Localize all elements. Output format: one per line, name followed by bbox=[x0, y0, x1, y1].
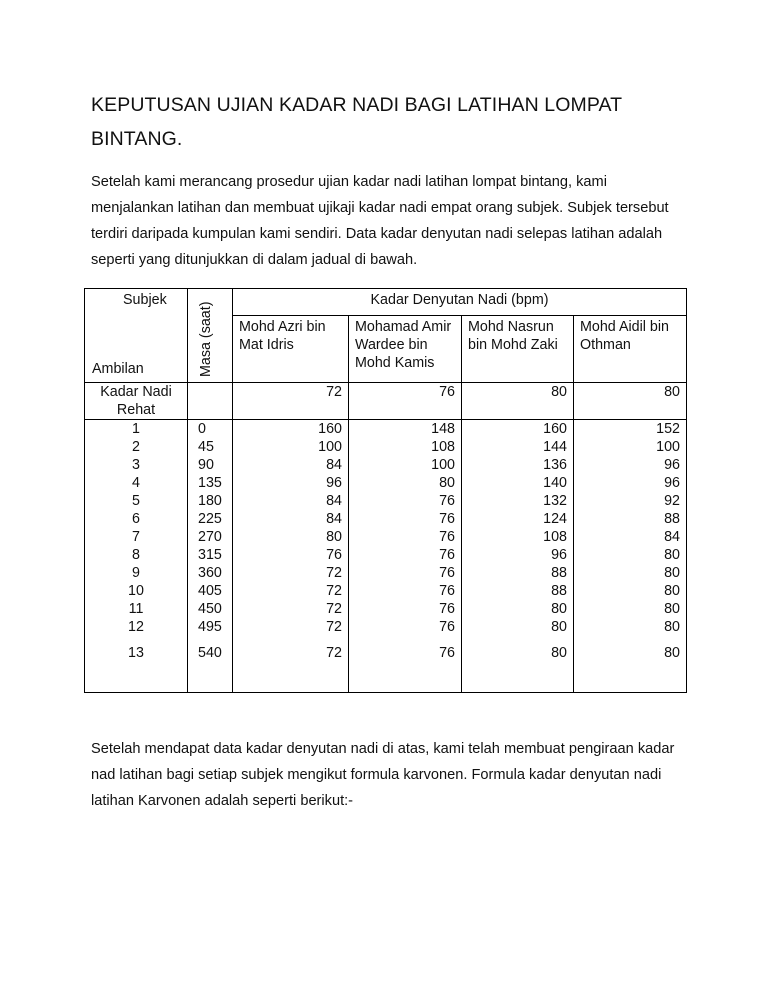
masa-cell: 540 bbox=[188, 636, 233, 693]
masa-cell: 405 bbox=[188, 582, 233, 600]
ambilan-cell: 10 bbox=[85, 582, 188, 600]
pulse-value: 80 bbox=[462, 636, 574, 693]
pulse-value: 84 bbox=[233, 456, 349, 474]
ambilan-cell: 1 bbox=[85, 420, 188, 439]
pulse-value: 100 bbox=[349, 456, 462, 474]
table-row bbox=[85, 618, 687, 636]
pulse-value: 84 bbox=[233, 492, 349, 510]
pulse-value: 148 bbox=[349, 420, 462, 439]
pulse-value: 96 bbox=[233, 474, 349, 492]
masa-cell: 315 bbox=[188, 546, 233, 564]
pulse-value: 84 bbox=[574, 528, 687, 546]
rest-value: 80 bbox=[462, 383, 574, 420]
pulse-value: 92 bbox=[574, 492, 687, 510]
masa-cell: 225 bbox=[188, 510, 233, 528]
pulse-value: 76 bbox=[349, 600, 462, 618]
rest-masa bbox=[188, 383, 233, 420]
pulse-value: 88 bbox=[462, 582, 574, 600]
page-title: KEPUTUSAN UJIAN KADAR NADI BAGI LATIHAN LOMPAT BINTANG. bbox=[91, 94, 622, 150]
subject-name: Mohamad Amir Wardee bin Mohd Kamis bbox=[349, 316, 462, 383]
ambilan-cell: 2 bbox=[85, 438, 188, 456]
pulse-value: 88 bbox=[462, 564, 574, 582]
pulse-value: 72 bbox=[233, 582, 349, 600]
ambilan-cell: 4 bbox=[85, 474, 188, 492]
pulse-value: 80 bbox=[462, 618, 574, 636]
masa-cell: 180 bbox=[188, 492, 233, 510]
pulse-value: 108 bbox=[462, 528, 574, 546]
rest-value: 76 bbox=[349, 383, 462, 420]
masa-cell: 45 bbox=[188, 438, 233, 456]
pulse-value: 136 bbox=[462, 456, 574, 474]
pulse-value: 100 bbox=[233, 438, 349, 456]
pulse-value: 76 bbox=[349, 564, 462, 582]
pulse-value: 80 bbox=[233, 528, 349, 546]
masa-header bbox=[188, 289, 233, 383]
ambilan-cell: 6 bbox=[85, 510, 188, 528]
ambilan-cell: 5 bbox=[85, 492, 188, 510]
conclusion-paragraph: Setelah mendapat data kadar denyutan nadi di atas, kami telah membuat pengiraan kadar nad latihan bagi setiap subjek mengikut formula karvonen. Formula kadar denyutan nadi latihan Karvonen adalah seperti berikut:- bbox=[91, 741, 675, 809]
table-row bbox=[85, 600, 687, 618]
pulse-value: 80 bbox=[349, 474, 462, 492]
table-row bbox=[85, 510, 687, 528]
ambilan-cell: 13 bbox=[85, 636, 188, 693]
masa-cell: 0 bbox=[188, 420, 233, 439]
pulse-value: 76 bbox=[233, 546, 349, 564]
subject-name: Mohd Nasrun bin Mohd Zaki bbox=[462, 316, 574, 383]
masa-cell: 135 bbox=[188, 474, 233, 492]
pulse-value: 76 bbox=[349, 636, 462, 693]
pulse-value: 160 bbox=[233, 420, 349, 439]
table-row bbox=[85, 528, 687, 546]
pulse-value: 152 bbox=[574, 420, 687, 439]
subjek-label: Subjek bbox=[123, 292, 167, 308]
pulse-value: 96 bbox=[574, 474, 687, 492]
table-row bbox=[85, 564, 687, 582]
pulse-value: 76 bbox=[349, 582, 462, 600]
masa-cell: 90 bbox=[188, 456, 233, 474]
pulse-value: 144 bbox=[462, 438, 574, 456]
pulse-value: 80 bbox=[574, 600, 687, 618]
pulse-value: 72 bbox=[233, 618, 349, 636]
pulse-value: 80 bbox=[574, 582, 687, 600]
ambilan-cell: 12 bbox=[85, 618, 188, 636]
subject-name: Mohd Azri bin Mat Idris bbox=[233, 316, 349, 383]
pulse-value: 140 bbox=[462, 474, 574, 492]
table-row bbox=[85, 636, 687, 693]
ambilan-cell: 7 bbox=[85, 528, 188, 546]
pulse-value: 132 bbox=[462, 492, 574, 510]
ambilan-cell: 11 bbox=[85, 600, 188, 618]
table-row bbox=[85, 456, 687, 474]
pulse-value: 100 bbox=[574, 438, 687, 456]
pulse-value: 80 bbox=[574, 546, 687, 564]
pulse-value: 76 bbox=[349, 492, 462, 510]
pulse-value: 108 bbox=[349, 438, 462, 456]
pulse-value: 72 bbox=[233, 636, 349, 693]
rest-label: Kadar Nadi Rehat bbox=[85, 383, 188, 420]
pulse-value: 76 bbox=[349, 528, 462, 546]
pulse-value: 72 bbox=[233, 600, 349, 618]
table-body bbox=[85, 420, 687, 693]
pulse-value: 80 bbox=[574, 564, 687, 582]
table-row bbox=[85, 582, 687, 600]
rest-row bbox=[85, 383, 687, 420]
ambilan-cell: 9 bbox=[85, 564, 188, 582]
pulse-value: 96 bbox=[462, 546, 574, 564]
table-row bbox=[85, 492, 687, 510]
intro-paragraph: Setelah kami merancang prosedur ujian kadar nadi latihan lompat bintang, kami menjalankan latihan dan membuat ujikaji kadar nadi empat orang subjek. Subjek tersebut terdiri daripada kumpulan kami sendiri. Data kadar denyutan nadi selepas latihan adalah seperti yang ditunjukkan di dalam jadual di bawah. bbox=[91, 174, 669, 268]
table-row bbox=[85, 546, 687, 564]
masa-cell: 450 bbox=[188, 600, 233, 618]
pulse-value: 76 bbox=[349, 510, 462, 528]
kadar-header: Kadar Denyutan Nadi (bpm) bbox=[233, 289, 687, 316]
ambilan-label: Ambilan bbox=[92, 361, 144, 377]
pulse-value: 96 bbox=[574, 456, 687, 474]
pulse-value: 124 bbox=[462, 510, 574, 528]
rest-value: 72 bbox=[233, 383, 349, 420]
subjek-ambilan-header bbox=[85, 289, 188, 383]
pulse-value: 76 bbox=[349, 618, 462, 636]
rest-value: 80 bbox=[574, 383, 687, 420]
pulse-value: 80 bbox=[574, 618, 687, 636]
pulse-value: 72 bbox=[233, 564, 349, 582]
ambilan-cell: 3 bbox=[85, 456, 188, 474]
subject-name: Mohd Aidil bin Othman bbox=[574, 316, 687, 383]
masa-cell: 495 bbox=[188, 618, 233, 636]
pulse-value: 80 bbox=[574, 636, 687, 693]
pulse-value: 160 bbox=[462, 420, 574, 439]
pulse-value: 84 bbox=[233, 510, 349, 528]
pulse-value: 80 bbox=[462, 600, 574, 618]
table-row bbox=[85, 438, 687, 456]
masa-label: Masa (saat) bbox=[198, 301, 214, 377]
pulse-value: 88 bbox=[574, 510, 687, 528]
table-row bbox=[85, 420, 687, 439]
pulse-value: 76 bbox=[349, 546, 462, 564]
pulse-table bbox=[84, 288, 687, 693]
table-row bbox=[85, 474, 687, 492]
masa-cell: 270 bbox=[188, 528, 233, 546]
masa-cell: 360 bbox=[188, 564, 233, 582]
ambilan-cell: 8 bbox=[85, 546, 188, 564]
